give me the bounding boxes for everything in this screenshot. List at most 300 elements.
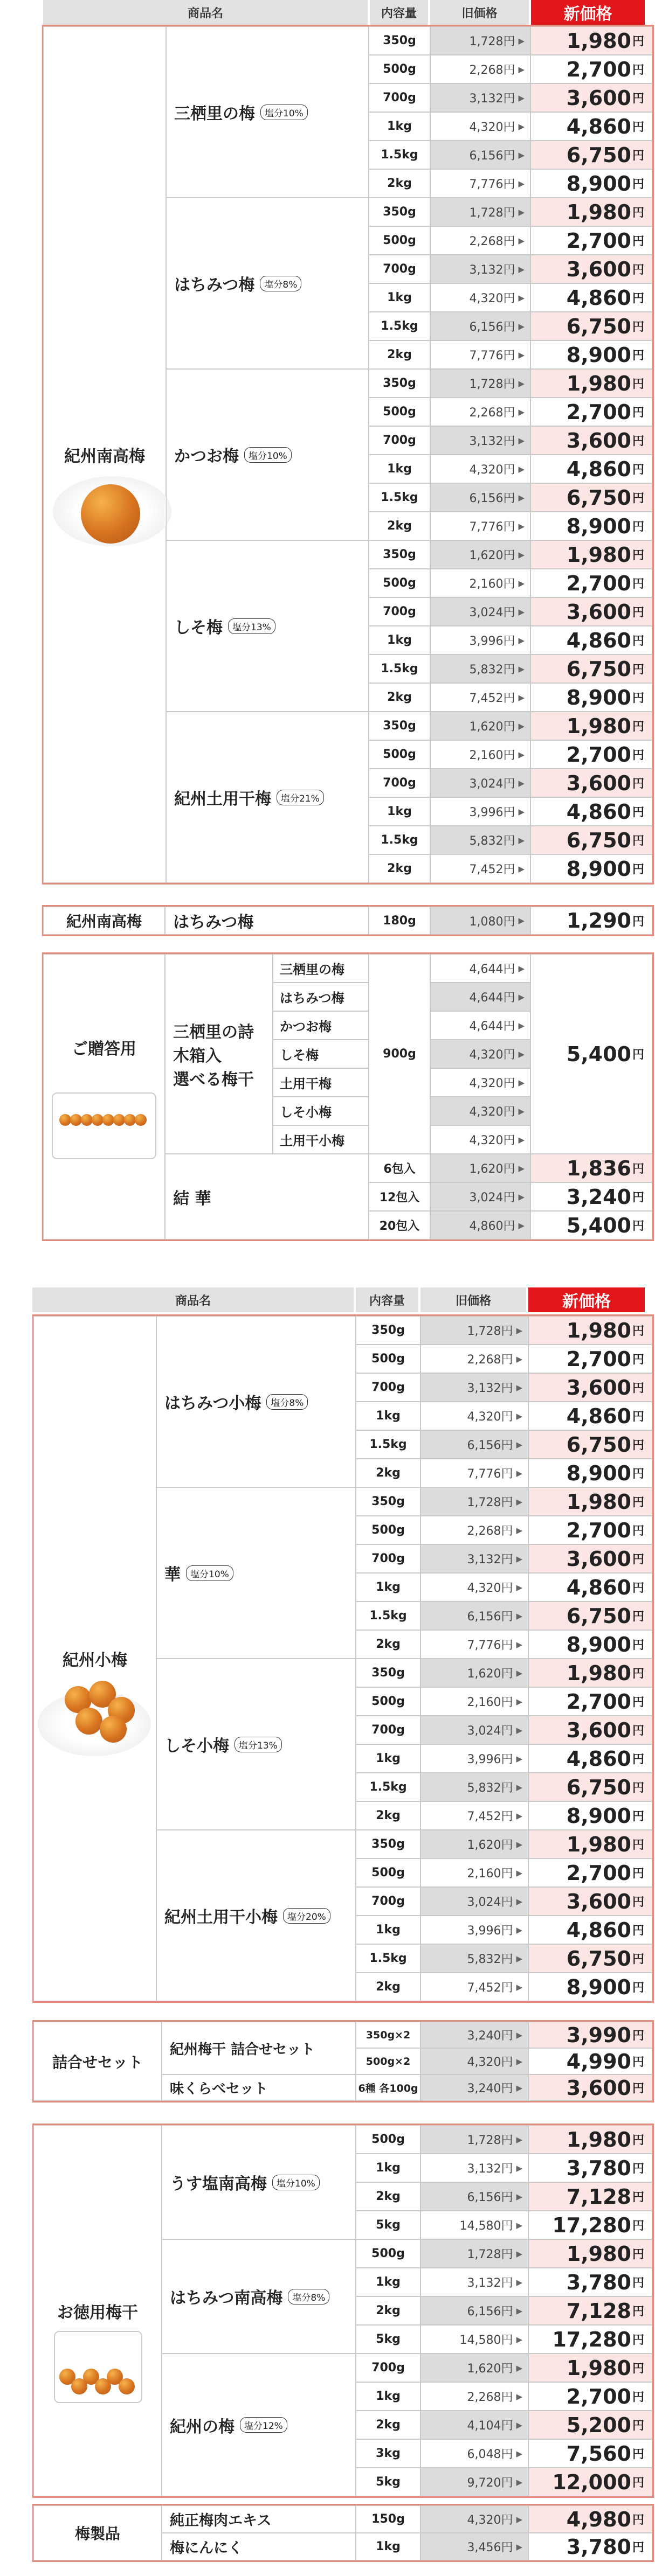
yen-label: 円 (632, 663, 644, 677)
new-price-value: 3,600 (566, 1718, 631, 1742)
new-price (528, 1944, 652, 1973)
content-volume: 1kg (356, 2268, 420, 2296)
new-price-value: 3,600 (566, 600, 631, 624)
content-volume: 350g (369, 540, 430, 569)
new-price-value: 8,900 (566, 1461, 631, 1485)
content-volume: 5kg (356, 2211, 420, 2239)
new-price-value: 1,836 (566, 1156, 631, 1180)
new-price (530, 226, 652, 255)
product-name: 結 華 (173, 1189, 211, 1208)
yen-label: 円 (632, 1220, 644, 1233)
new-price-value: 2,700 (566, 57, 631, 81)
new-price (530, 141, 652, 169)
product-row (165, 907, 369, 935)
content-volume: 350g (356, 1487, 420, 1516)
old-price: 6,156円 ▶ (430, 483, 530, 512)
new-price (528, 2533, 652, 2560)
new-price-value: 3,600 (566, 1375, 631, 1400)
new-price-value: 8,900 (566, 857, 631, 881)
product-name: 味くらべセット (170, 2081, 268, 2097)
old-price: 1,728円 ▶ (430, 369, 530, 398)
yen-label: 円 (632, 2134, 644, 2147)
ume-fruit (113, 1114, 125, 1126)
content-volume: 1kg (356, 1573, 420, 1602)
old-price: 1,728円 ▶ (430, 26, 530, 55)
new-price-value: 4,860 (566, 1404, 631, 1428)
old-price: 4,320円 ▶ (430, 1068, 530, 1097)
gift-item: しそ小梅 (273, 1097, 369, 1125)
yen-label: 円 (632, 806, 644, 819)
yen-label: 円 (632, 1896, 644, 1909)
old-price: 2,160円 ▶ (420, 1687, 528, 1716)
new-price-value: 2,700 (566, 571, 631, 595)
old-price: 2,268円 ▶ (430, 55, 530, 83)
content-volume: 12包入 (369, 1182, 430, 1211)
product-name: かつお梅 (174, 447, 239, 466)
content-volume: 700g (369, 255, 430, 283)
content-volume: 500g (356, 1858, 420, 1887)
yen-label: 円 (632, 1696, 644, 1709)
new-price-value: 6,750 (566, 1775, 631, 1799)
old-price: 3,456円 ▶ (420, 2533, 528, 2560)
content-volume: 6包入 (369, 1154, 430, 1182)
content-volume: 500g (356, 2239, 420, 2268)
content-volume: 2kg (369, 340, 430, 369)
yen-label: 円 (632, 834, 644, 848)
content-volume: 900g (369, 954, 430, 1154)
content-volume: 1kg (356, 2154, 420, 2182)
new-price-value: 3,600 (566, 1547, 631, 1571)
new-price-value: 6,750 (566, 143, 631, 167)
new-price-value: 5,200 (566, 2413, 631, 2437)
new-price (530, 83, 652, 112)
new-price-value: 8,900 (566, 1804, 631, 1828)
old-price: 1,080円 ▶ (430, 907, 530, 935)
old-price: 5,832円 ▶ (430, 655, 530, 683)
category-label: 紀州南高梅 (43, 907, 165, 935)
old-price: 2,268円 ▶ (430, 398, 530, 426)
new-price (530, 55, 652, 83)
yen-label: 円 (632, 2248, 644, 2261)
new-price-value: 4,980 (566, 2507, 631, 2531)
salt-badge: 塩分10% (244, 447, 292, 463)
yen-label: 円 (632, 749, 644, 762)
yen-label: 円 (632, 1191, 644, 1205)
content-volume: 700g (356, 2354, 420, 2382)
product-row (156, 1487, 356, 1659)
ume-fruit (135, 1114, 147, 1126)
yen-label: 円 (632, 1553, 644, 1567)
product-row (162, 2125, 356, 2239)
content-volume: 500g (356, 1516, 420, 1544)
yen-label: 円 (632, 1162, 644, 1176)
new-price-value: 4,860 (566, 1746, 631, 1771)
new-price (528, 2411, 652, 2439)
new-price (528, 2239, 652, 2268)
new-price-value: 1,980 (566, 29, 631, 53)
yen-label: 円 (632, 2305, 644, 2319)
old-price: 3,024円 ▶ (420, 1887, 528, 1916)
old-price: 2,268円 ▶ (420, 1516, 528, 1544)
old-price: 6,156円 ▶ (420, 2182, 528, 2211)
new-price-value: 3,990 (566, 2023, 631, 2047)
content-volume: 500g×2 (356, 2048, 420, 2074)
new-price (528, 1373, 652, 1402)
yen-label: 円 (632, 2541, 644, 2554)
new-price-value: 3,240 (566, 1185, 631, 1209)
content-volume: 500g (356, 1345, 420, 1373)
old-price: 3,024円 ▶ (430, 1182, 530, 1211)
new-price (530, 369, 652, 398)
new-price (528, 1630, 652, 1659)
yen-label: 円 (632, 2219, 644, 2233)
product-row (165, 1154, 369, 1240)
product-name: 三栖里の梅 (174, 105, 255, 123)
old-price: 4,320円 ▶ (430, 1040, 530, 1068)
salt-badge: 塩分8% (266, 1394, 308, 1410)
yen-label: 円 (632, 2276, 644, 2290)
header-new: 新価格 (528, 1287, 645, 1312)
new-price-value: 3,780 (566, 2156, 631, 2180)
content-volume: 500g (369, 226, 430, 255)
yen-label: 円 (632, 606, 644, 619)
old-price: 1,728円 ▶ (430, 198, 530, 226)
new-price (530, 1211, 652, 1240)
yen-label: 円 (632, 1639, 644, 1652)
yen-label: 円 (632, 1467, 644, 1481)
content-volume: 2kg (356, 1630, 420, 1659)
new-price (530, 169, 652, 198)
new-price (528, 1858, 652, 1887)
new-price (528, 1316, 652, 1345)
new-price-value: 6,750 (566, 657, 631, 681)
old-price: 6,156円 ▶ (420, 1602, 528, 1630)
new-price (528, 1516, 652, 1544)
content-volume: 700g (369, 597, 430, 626)
content-volume: 3kg (356, 2439, 420, 2468)
old-price: 7,452円 ▶ (430, 854, 530, 883)
old-price: 6,048円 ▶ (420, 2439, 528, 2468)
gift-item: しそ梅 (273, 1040, 369, 1068)
old-price: 6,156円 ▶ (420, 2296, 528, 2325)
yen-label: 円 (632, 863, 644, 876)
product-name: うす塩南高梅 (170, 2175, 267, 2194)
content-volume: 2kg (356, 2182, 420, 2211)
new-price (530, 954, 652, 1154)
new-price-value: 8,900 (566, 685, 631, 709)
yen-label: 円 (632, 406, 644, 420)
content-volume: 1.5kg (369, 655, 430, 683)
new-price (528, 1459, 652, 1487)
old-price: 3,132円 ▶ (420, 1544, 528, 1573)
old-price: 3,996円 ▶ (430, 797, 530, 826)
new-price-value: 5,400 (566, 1042, 631, 1066)
yen-label: 円 (632, 1410, 644, 1424)
product-name: 紀州の梅 (170, 2417, 235, 2436)
old-price: 4,644円 ▶ (430, 1011, 530, 1040)
yen-label: 円 (632, 2448, 644, 2461)
old-price: 3,240円 ▶ (420, 2074, 528, 2101)
new-price-value: 4,860 (566, 799, 631, 824)
old-price: 9,720円 ▶ (420, 2468, 528, 2496)
new-price-value: 8,900 (566, 343, 631, 367)
new-price-value: 8,900 (566, 514, 631, 538)
new-price-value: 4,860 (566, 114, 631, 138)
content-volume: 1kg (369, 112, 430, 141)
old-price: 3,996円 ▶ (420, 1916, 528, 1944)
yen-label: 円 (632, 1524, 644, 1538)
old-price: 4,320円 ▶ (420, 1573, 528, 1602)
yen-label: 円 (632, 121, 644, 134)
old-price: 3,132円 ▶ (430, 255, 530, 283)
old-price: 1,620円 ▶ (430, 1154, 530, 1182)
yen-label: 円 (632, 1924, 644, 1938)
new-price (530, 483, 652, 512)
content-volume: 2kg (369, 854, 430, 883)
new-price-value: 4,860 (566, 1918, 631, 1942)
old-price: 1,728円 ▶ (420, 2239, 528, 2268)
old-price: 1,620円 ▶ (420, 1830, 528, 1858)
product-subtitle: 木箱入 (173, 1046, 222, 1066)
new-price-value: 4,860 (566, 1575, 631, 1599)
old-price: 14,580円 ▶ (420, 2325, 528, 2354)
content-volume: 2kg (369, 169, 430, 198)
content-volume: 350g (369, 712, 430, 740)
new-price (528, 2325, 652, 2354)
new-price (528, 1544, 652, 1573)
ume-fruit (81, 484, 140, 544)
yen-label: 円 (632, 292, 644, 305)
content-volume: 180g (369, 907, 430, 935)
header-name: 商品名 (32, 1287, 354, 1312)
header-vol: 内容量 (356, 1287, 418, 1312)
old-price: 7,452円 ▶ (430, 683, 530, 712)
content-volume: 2kg (356, 2411, 420, 2439)
new-price-value: 2,700 (566, 1518, 631, 1542)
new-price (530, 540, 652, 569)
content-volume: 700g (356, 1887, 420, 1916)
yen-label: 円 (632, 1353, 644, 1367)
content-volume: 350g (369, 198, 430, 226)
old-price: 3,132円 ▶ (420, 1373, 528, 1402)
new-price (530, 112, 652, 141)
old-price: 1,728円 ▶ (420, 1487, 528, 1516)
new-price (528, 1773, 652, 1801)
yen-label: 円 (632, 1781, 644, 1795)
new-price-value: 7,128 (566, 2299, 631, 2323)
product-subtitle: 選べる梅干 (173, 1070, 254, 1089)
content-volume: 2kg (356, 2296, 420, 2325)
new-price (528, 1430, 652, 1459)
ume-fruit (70, 1114, 82, 1126)
category-label: お徳用梅干 (33, 2125, 162, 2496)
category-label: 詰合せセット (33, 2022, 162, 2101)
new-price-value: 3,600 (566, 86, 631, 110)
new-price (528, 2125, 652, 2154)
new-price (530, 455, 652, 483)
new-price (530, 854, 652, 883)
content-volume: 1kg (356, 2382, 420, 2411)
new-price (530, 626, 652, 655)
header-old: 旧価格 (430, 0, 529, 25)
product-name: 紀州土用干梅 (174, 790, 271, 809)
yen-label: 円 (632, 2334, 644, 2347)
content-volume: 500g (369, 740, 430, 769)
new-price-value: 1,980 (566, 371, 631, 395)
new-price (530, 597, 652, 626)
old-price: 6,156円 ▶ (430, 141, 530, 169)
yen-label: 円 (632, 92, 644, 106)
new-price (528, 1830, 652, 1858)
content-volume: 1.5kg (369, 141, 430, 169)
new-price (530, 712, 652, 740)
new-price (528, 2268, 652, 2296)
yen-label: 円 (632, 1953, 644, 1966)
new-price-value: 7,128 (566, 2184, 631, 2209)
old-price: 7,776円 ▶ (430, 512, 530, 540)
new-price (528, 1916, 652, 1944)
yen-label: 円 (632, 520, 644, 534)
yen-label: 円 (632, 35, 644, 48)
content-volume: 500g (369, 398, 430, 426)
new-price-value: 3,780 (566, 2270, 631, 2294)
content-volume: 1kg (369, 283, 430, 312)
new-price (530, 340, 652, 369)
content-volume: 500g (369, 55, 430, 83)
content-volume: 500g (356, 1687, 420, 1716)
yen-label: 円 (632, 2191, 644, 2204)
new-price (528, 2354, 652, 2382)
old-price: 1,620円 ▶ (430, 540, 530, 569)
old-price: 4,320円 ▶ (430, 283, 530, 312)
yen-label: 円 (632, 463, 644, 477)
new-price (528, 2182, 652, 2211)
new-price-value: 3,600 (566, 1889, 631, 1913)
product-row (162, 2022, 356, 2074)
yen-label: 円 (632, 2362, 644, 2376)
old-price: 1,728円 ▶ (420, 1316, 528, 1345)
new-price-value: 3,600 (566, 771, 631, 795)
product-name: はちみつ梅 (174, 276, 255, 295)
category-label: 紀州南高梅 (43, 26, 166, 883)
ume-fruit (92, 1114, 104, 1126)
old-price: 1,728円 ▶ (420, 2125, 528, 2154)
new-price (530, 769, 652, 797)
new-price (530, 283, 652, 312)
new-price-value: 4,990 (566, 2049, 631, 2073)
header-new: 新価格 (531, 0, 645, 25)
new-price-value: 2,700 (566, 400, 631, 424)
yen-label: 円 (632, 915, 644, 929)
content-volume: 350g (356, 1316, 420, 1345)
new-price (528, 2048, 652, 2074)
content-volume: 2kg (356, 1459, 420, 1487)
product-name: はちみつ小梅 (164, 1394, 261, 1413)
yen-label: 円 (632, 263, 644, 277)
content-volume: 700g (356, 1544, 420, 1573)
old-price: 6,156円 ▶ (420, 1430, 528, 1459)
salt-badge: 塩分10% (260, 105, 308, 120)
yen-label: 円 (632, 1439, 644, 1452)
yen-label: 円 (632, 2162, 644, 2176)
new-price (528, 1801, 652, 1830)
new-price-value: 1,980 (566, 1832, 631, 1856)
product-name: しそ小梅 (164, 1737, 229, 1756)
new-price-value: 1,980 (566, 200, 631, 224)
old-price: 4,644円 ▶ (430, 983, 530, 1011)
product-row (162, 2505, 356, 2533)
yen-label: 円 (632, 349, 644, 363)
new-price-value: 1,980 (566, 2241, 631, 2266)
content-volume: 700g (356, 1373, 420, 1402)
new-price-value: 2,700 (566, 228, 631, 253)
new-price-value: 4,860 (566, 286, 631, 310)
new-price (528, 1573, 652, 1602)
new-price-value: 1,980 (566, 1661, 631, 1685)
new-price-value: 3,600 (566, 2076, 631, 2100)
new-price-value: 8,900 (566, 1632, 631, 1656)
yen-label: 円 (632, 492, 644, 505)
new-price (528, 1973, 652, 2001)
yen-label: 円 (632, 1667, 644, 1681)
new-price (530, 26, 652, 55)
salt-badge: 塩分10% (272, 2175, 320, 2190)
old-price: 4,320円 ▶ (420, 2505, 528, 2533)
content-volume: 1.5kg (356, 1944, 420, 1973)
new-price (528, 2382, 652, 2411)
gift-item: 土用干梅 (273, 1068, 369, 1097)
new-price (528, 2439, 652, 2468)
product-name: 三栖里の詩 (173, 1022, 254, 1042)
old-price: 3,132円 ▶ (420, 2154, 528, 2182)
content-volume: 1kg (356, 1402, 420, 1430)
salt-badge: 塩分10% (186, 1565, 233, 1581)
yen-label: 円 (632, 1496, 644, 1509)
yen-label: 円 (632, 321, 644, 334)
new-price (528, 1744, 652, 1773)
salt-badge: 塩分20% (283, 1908, 330, 1924)
gift-item: 土用干小梅 (273, 1125, 369, 1154)
product-row (156, 1830, 356, 2001)
gift-item: かつお梅 (273, 1011, 369, 1040)
content-volume: 700g (356, 1716, 420, 1744)
new-price (530, 512, 652, 540)
old-price: 14,580円 ▶ (420, 2211, 528, 2239)
new-price-value: 6,750 (566, 1604, 631, 1628)
content-volume: 20包入 (369, 1211, 430, 1240)
new-price (530, 826, 652, 854)
yen-label: 円 (632, 2056, 644, 2069)
product-row (165, 954, 273, 1154)
new-price (528, 1716, 652, 1744)
salt-badge: 塩分8% (260, 276, 301, 291)
old-price: 3,132円 ▶ (430, 426, 530, 455)
content-volume: 1kg (356, 1744, 420, 1773)
old-price: 3,132円 ▶ (430, 83, 530, 112)
content-volume: 1.5kg (369, 312, 430, 340)
yen-label: 円 (632, 1810, 644, 1823)
new-price-value: 2,700 (566, 1347, 631, 1371)
yen-label: 円 (632, 2029, 644, 2043)
old-price: 6,156円 ▶ (430, 312, 530, 340)
new-price-value: 17,280 (552, 2213, 631, 2237)
new-price-value: 2,700 (566, 1861, 631, 1885)
new-price-value: 6,750 (566, 485, 631, 510)
product-row (162, 2354, 356, 2496)
yen-label: 円 (632, 2082, 644, 2095)
content-volume: 2kg (356, 1801, 420, 1830)
content-volume: 1kg (369, 797, 430, 826)
